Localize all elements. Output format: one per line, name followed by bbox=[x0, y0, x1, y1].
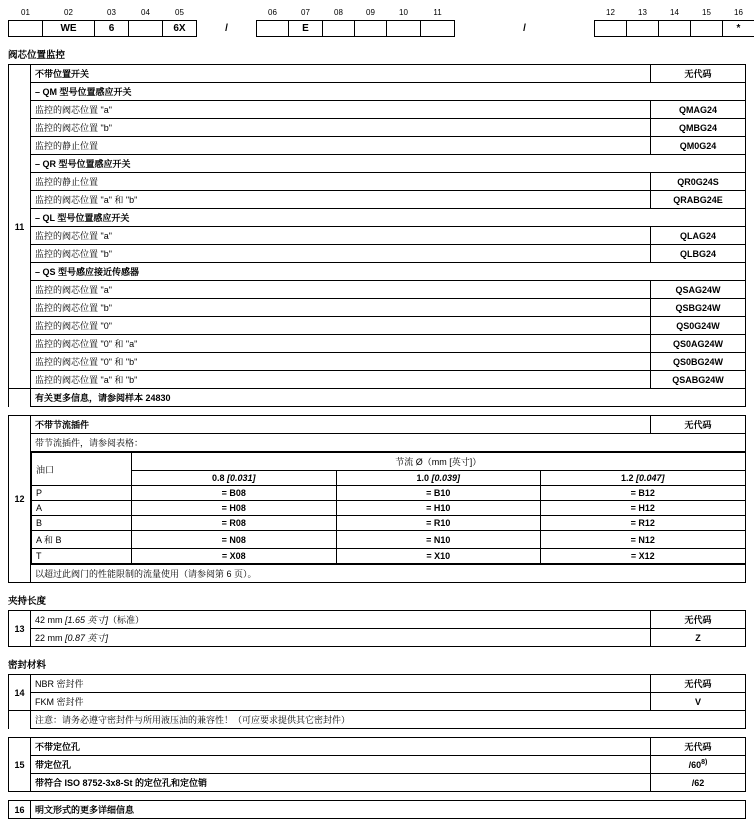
option-code: QMAG24 bbox=[651, 101, 746, 119]
seal-material-table bbox=[8, 674, 746, 729]
table-row bbox=[9, 353, 746, 371]
section-title-seal-material: 密封材料 bbox=[8, 660, 47, 671]
table-row bbox=[9, 263, 746, 281]
code-num: 14 bbox=[670, 7, 679, 17]
throttle-value: = H10 bbox=[336, 501, 541, 516]
throttle-col-2: 1.2 [0.047] bbox=[541, 471, 746, 486]
table-row bbox=[9, 335, 746, 353]
option-label: 带定位孔 bbox=[31, 756, 651, 774]
row-index-blank bbox=[9, 389, 31, 407]
table-row bbox=[32, 549, 746, 564]
table-row bbox=[9, 83, 746, 101]
code-num: 16 bbox=[734, 7, 743, 17]
table-row bbox=[9, 101, 746, 119]
option-code: /62 bbox=[651, 774, 746, 792]
option-label: 监控的阀芯位置 "a" 和 "b" bbox=[31, 371, 651, 389]
option-group-qr: – QR 型号位置感应开关 bbox=[31, 155, 746, 173]
code-cell-16[interactable]: * bbox=[723, 21, 754, 37]
option-label: 监控的阀芯位置 "a" bbox=[31, 281, 651, 299]
row-index-15: 15 bbox=[9, 738, 31, 792]
throttle-port: B bbox=[32, 516, 132, 531]
code-num: 11 bbox=[433, 7, 442, 17]
plain-text-table bbox=[8, 800, 746, 819]
code-cell-12[interactable] bbox=[595, 21, 627, 37]
seal-note: 注意：请务必遵守密封件与所用液压油的兼容性！（可应要求提供其它密封件） bbox=[31, 711, 746, 729]
throttle-port: A bbox=[32, 501, 132, 516]
throttle-matrix-cell bbox=[31, 452, 746, 565]
throttle-value: = R08 bbox=[132, 516, 337, 531]
option-label: 不带位置开关 bbox=[31, 65, 651, 83]
section-title-spool-monitoring: 阀芯位置监控 bbox=[8, 50, 66, 61]
throttle-port: T bbox=[32, 549, 132, 564]
option-code: QSBG24W bbox=[651, 299, 746, 317]
clamp-label-0: 42 mm [1.65 英寸]（标准） bbox=[35, 615, 145, 625]
code-num: 09 bbox=[366, 7, 375, 17]
option-label: 监控的静止位置 bbox=[31, 137, 651, 155]
table-row bbox=[9, 119, 746, 137]
option-code: /60$^{8)}$ bbox=[651, 756, 746, 774]
reference-note: 有关更多信息，请参阅样本 24830 bbox=[31, 389, 746, 407]
table-row bbox=[9, 675, 746, 693]
table-row bbox=[9, 173, 746, 191]
row-index-11: 11 bbox=[9, 65, 31, 389]
option-code: 无代码 bbox=[651, 738, 746, 756]
code-slash-2: / bbox=[523, 23, 526, 34]
code-cell-06[interactable] bbox=[257, 21, 289, 37]
option-code: QM0G24 bbox=[651, 137, 746, 155]
table-row bbox=[9, 416, 746, 434]
table-row bbox=[9, 774, 746, 792]
option-code: QRABG24E bbox=[651, 191, 746, 209]
table-row bbox=[9, 738, 746, 756]
option-label: FKM 密封件 bbox=[31, 693, 651, 711]
option-code: QMBG24 bbox=[651, 119, 746, 137]
throttle-port: P bbox=[32, 486, 132, 501]
option-code: 无代码 bbox=[651, 675, 746, 693]
table-row bbox=[9, 371, 746, 389]
throttle-note: 带节流插件，请参阅表格： bbox=[31, 434, 746, 452]
code-cell-03[interactable]: 6 bbox=[95, 21, 129, 37]
throttle-value: = N10 bbox=[336, 531, 541, 549]
option-code: QSABG24W bbox=[651, 371, 746, 389]
table-row bbox=[9, 434, 746, 452]
throttle-value: = B08 bbox=[132, 486, 337, 501]
option-code: QS0BG24W bbox=[651, 353, 746, 371]
code-cell-09[interactable] bbox=[355, 21, 387, 37]
option-label: 监控的阀芯位置 "b" bbox=[31, 119, 651, 137]
clamp-label-1: 22 mm [0.87 英寸] bbox=[35, 633, 109, 643]
option-label bbox=[31, 629, 651, 647]
option-label: 不带定位孔 bbox=[31, 738, 651, 756]
ordering-code-numbers bbox=[9, 6, 754, 21]
ordering-code-block bbox=[8, 6, 746, 37]
code-num: 15 bbox=[702, 7, 711, 17]
code-cell-11[interactable] bbox=[421, 21, 455, 37]
code-num: 07 bbox=[301, 7, 310, 17]
table-row bbox=[9, 565, 746, 583]
ordering-code-table bbox=[8, 6, 754, 37]
throttle-value: = N12 bbox=[541, 531, 746, 549]
throttle-value: = R10 bbox=[336, 516, 541, 531]
option-label: 监控的静止位置 bbox=[31, 173, 651, 191]
option-code: 无代码 bbox=[651, 65, 746, 83]
table-row bbox=[32, 531, 746, 549]
code-num: 12 bbox=[606, 7, 615, 17]
throttle-matrix bbox=[31, 452, 746, 564]
row-index-13: 13 bbox=[9, 611, 31, 647]
spool-monitoring-table bbox=[8, 64, 746, 407]
code-num: 04 bbox=[141, 7, 150, 17]
row-index-14: 14 bbox=[9, 675, 31, 711]
table-row bbox=[9, 801, 746, 819]
throttle-value: = H08 bbox=[132, 501, 337, 516]
code-cell-07[interactable]: E bbox=[289, 21, 323, 37]
option-code: 无代码 bbox=[651, 416, 746, 434]
throttle-value: = R12 bbox=[541, 516, 746, 531]
option-code: QR0G24S bbox=[651, 173, 746, 191]
option-group-qs: – QS 型号感应接近传感器 bbox=[31, 263, 746, 281]
throttle-col-0: 0.8 [0.031] bbox=[132, 471, 337, 486]
table-row bbox=[9, 245, 746, 263]
code-slash-1: / bbox=[225, 23, 228, 34]
throttle-header-diameter: 节流 Ø（mm [英寸]） bbox=[132, 453, 746, 471]
option-label: 监控的阀芯位置 "b" bbox=[31, 299, 651, 317]
code-spacer bbox=[197, 6, 257, 21]
table-row bbox=[9, 711, 746, 729]
code-cell-14[interactable] bbox=[659, 21, 691, 37]
throttle-col-1: 1.0 [0.039] bbox=[336, 471, 541, 486]
code-cell-10[interactable] bbox=[387, 21, 421, 37]
code-num: 10 bbox=[399, 7, 408, 17]
table-row bbox=[32, 516, 746, 531]
code-spacer bbox=[455, 6, 595, 21]
throttle-footnote: 以超过此阀门的性能限制的流量使用（请参阅第 6 页）。 bbox=[31, 565, 746, 583]
code-cell-15[interactable] bbox=[691, 21, 723, 37]
code-num: 05 bbox=[175, 7, 184, 17]
option-code: QLBG24 bbox=[651, 245, 746, 263]
code-cell-04[interactable] bbox=[129, 21, 163, 37]
code-cell-08[interactable] bbox=[323, 21, 355, 37]
option-code: QSAG24W bbox=[651, 281, 746, 299]
table-row bbox=[32, 453, 746, 471]
option-label: 监控的阀芯位置 "a" bbox=[31, 101, 651, 119]
option-label: NBR 密封件 bbox=[31, 675, 651, 693]
table-row bbox=[9, 191, 746, 209]
option-group-ql: – QL 型号位置感应开关 bbox=[31, 209, 746, 227]
table-row bbox=[9, 611, 746, 629]
code-cell-13[interactable] bbox=[627, 21, 659, 37]
option-group-qm: – QM 型号位置感应开关 bbox=[31, 83, 746, 101]
throttle-insert-table bbox=[8, 415, 746, 583]
table-row bbox=[9, 299, 746, 317]
code-num: 13 bbox=[638, 7, 647, 17]
code-num: 03 bbox=[107, 7, 116, 17]
ordering-code-cells bbox=[9, 21, 754, 37]
row-index-12: 12 bbox=[9, 416, 31, 583]
table-row bbox=[9, 693, 746, 711]
code-num: 06 bbox=[268, 7, 277, 17]
option-code: 无代码 bbox=[651, 611, 746, 629]
option-label: 不带节流插件 bbox=[31, 416, 651, 434]
option-label bbox=[31, 611, 651, 629]
throttle-value: = X08 bbox=[132, 549, 337, 564]
table-row bbox=[9, 65, 746, 83]
option-code: QS0G24W bbox=[651, 317, 746, 335]
option-label: 监控的阀芯位置 "b" bbox=[31, 245, 651, 263]
option-code: Z bbox=[651, 629, 746, 647]
code-cell-05[interactable]: 6X bbox=[163, 21, 197, 37]
throttle-port: A 和 B bbox=[32, 531, 132, 549]
datasheet-page bbox=[0, 6, 754, 819]
code-cell-01[interactable] bbox=[9, 21, 43, 37]
throttle-value: = X10 bbox=[336, 549, 541, 564]
throttle-value: = N08 bbox=[132, 531, 337, 549]
table-row bbox=[9, 452, 746, 565]
option-code: V bbox=[651, 693, 746, 711]
option-code: QLAG24 bbox=[651, 227, 746, 245]
throttle-value: = B12 bbox=[541, 486, 746, 501]
code-num: 08 bbox=[334, 7, 343, 17]
option-code: QS0AG24W bbox=[651, 335, 746, 353]
code-cell-02[interactable]: WE bbox=[43, 21, 95, 37]
option-label: 明文形式的更多详细信息 bbox=[31, 801, 746, 819]
table-row bbox=[32, 471, 746, 486]
table-row bbox=[9, 209, 746, 227]
option-label: 监控的阀芯位置 "0" 和 "b" bbox=[31, 353, 651, 371]
locating-hole-table bbox=[8, 737, 746, 792]
row-index-blank bbox=[9, 711, 31, 729]
table-row bbox=[9, 137, 746, 155]
table-row bbox=[9, 155, 746, 173]
table-row bbox=[9, 389, 746, 407]
table-row bbox=[9, 629, 746, 647]
code-num: 02 bbox=[64, 7, 73, 17]
throttle-value: = H12 bbox=[541, 501, 746, 516]
table-row bbox=[32, 501, 746, 516]
option-label: 带符合 ISO 8752-3x8-St 的定位孔和定位销 bbox=[31, 774, 651, 792]
option-label: 监控的阀芯位置 "0" 和 "a" bbox=[31, 335, 651, 353]
table-row bbox=[9, 281, 746, 299]
clamp-length-table bbox=[8, 610, 746, 647]
throttle-value: = X12 bbox=[541, 549, 746, 564]
table-row bbox=[32, 486, 746, 501]
option-label: 监控的阀芯位置 "0" bbox=[31, 317, 651, 335]
code-num: 01 bbox=[21, 7, 30, 17]
table-row bbox=[9, 317, 746, 335]
table-row bbox=[9, 227, 746, 245]
option-label: 监控的阀芯位置 "a" 和 "b" bbox=[31, 191, 651, 209]
throttle-header-port: 油口 bbox=[32, 453, 132, 486]
table-row bbox=[9, 756, 746, 774]
option-label: 监控的阀芯位置 "a" bbox=[31, 227, 651, 245]
throttle-value: = B10 bbox=[336, 486, 541, 501]
row-index-16: 16 bbox=[9, 801, 31, 819]
section-title-clamp-length: 夹持长度 bbox=[8, 596, 47, 607]
